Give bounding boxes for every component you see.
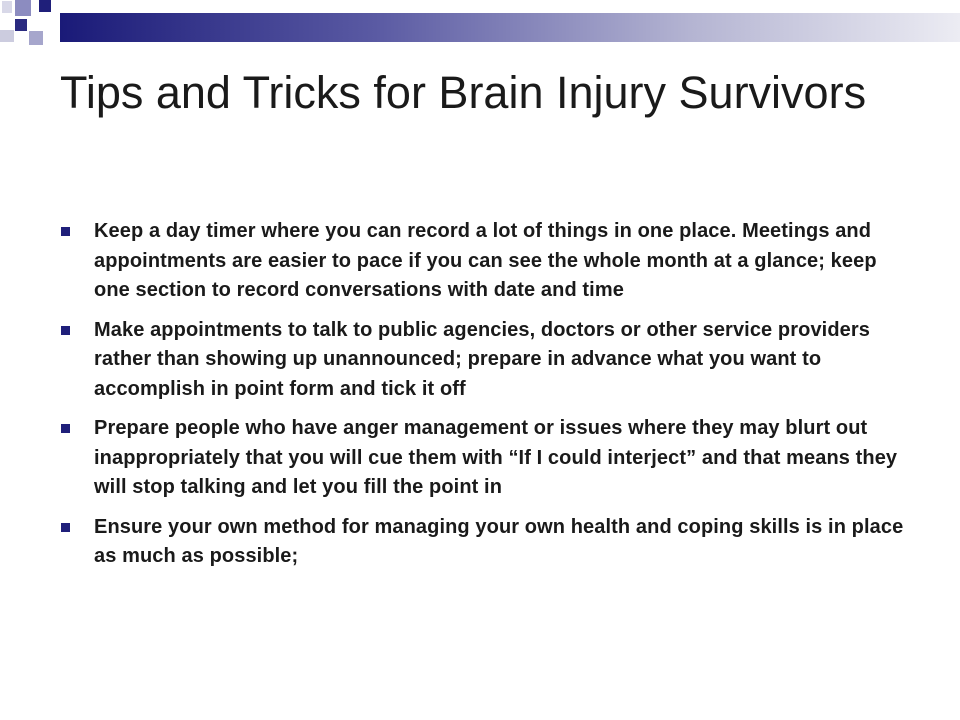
decor-square bbox=[0, 30, 14, 42]
square-bullet-icon bbox=[61, 523, 70, 532]
square-bullet-icon bbox=[61, 326, 70, 335]
decor-square bbox=[39, 0, 51, 12]
bullet-list bbox=[58, 217, 908, 582]
decor-square bbox=[15, 0, 31, 16]
square-bullet-icon bbox=[61, 424, 70, 433]
bullet-text: Ensure your own method for managing your own health and coping skills is in place as much as possible; bbox=[94, 515, 904, 567]
bullet-item bbox=[58, 414, 908, 503]
bullet-text: Prepare people who have anger management or issues where they may blurt out inappropriately that you will cue them with “If I could interject” and that means they will stop talking and let you fill the point in bbox=[94, 417, 898, 498]
bullet-item bbox=[58, 217, 908, 306]
decor-square bbox=[2, 1, 12, 13]
decor-square bbox=[29, 31, 43, 45]
square-bullet-icon bbox=[61, 227, 70, 236]
bullet-text: Make appointments to talk to public agencies, doctors or other service providers rather than showing up unannounced; prepare in advance what you want to accomplish in point form and tick it off bbox=[94, 318, 870, 400]
bullet-item bbox=[58, 316, 908, 405]
decor-square bbox=[15, 19, 27, 31]
slide-title: Tips and Tricks for Brain Injury Survivors bbox=[60, 67, 867, 118]
header-gradient-bar bbox=[60, 13, 960, 42]
bullet-text: Keep a day timer where you can record a lot of things in one place. Meetings and appointments are easier to pace if you can see the whole month at a glance; keep one section to record conversations with date and time bbox=[94, 220, 877, 301]
bullet-item bbox=[58, 513, 908, 572]
